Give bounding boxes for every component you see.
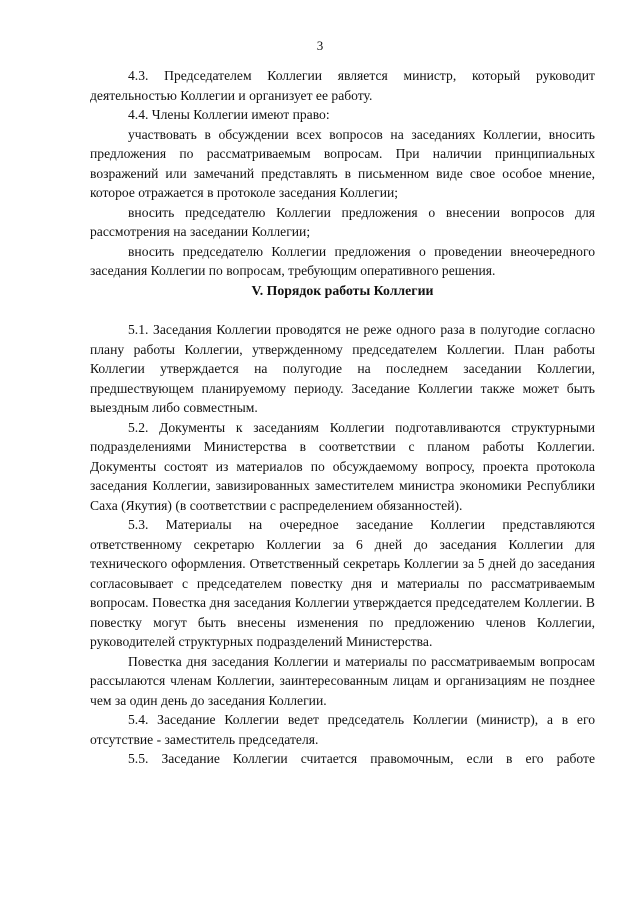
paragraph-5-2: 5.2. Документы к заседаниям Коллегии подготавливаются структурными подразделениями Министерства в соответствии с планом работы Коллегии. Документы состоят из материалов по обсуждаемому вопросу, проекта протокола заседания Коллегии, завизированных заместителем министра экономики Республики Саха (Якутия) (в соответствии с распределением обязанностей).: [90, 419, 595, 513]
paragraph-5-3: 5.3. Материалы на очередное заседание Коллегии представляются ответственному секретарю Коллегии за 6 дней до заседания Коллегии для технического оформления. Ответственный секретарь Коллегии за 5 дней до заседания согласовывает с председателем повестку дня и материалы по рассматриваемым вопросам. Повестка дня заседания Коллегии утверждается председателем Коллегии. В повестку могут быть внесены изменения по предложению членов Коллегии, руководителей структурных подразделений Министерства.: [90, 517, 595, 649]
paragraph-right-extraordinary-meeting: вносить председателю Коллегии предложения о проведении внеочередного заседания Коллегии по вопросам, требующим оперативного решения.: [90, 243, 595, 278]
paragraph-5-1: 5.1. Заседания Коллегии проводятся не реже одного раза в полугодие согласно плану работы Коллегии, утвержденному председателем Коллегии. План работы Коллегии утверждается на полугодие на последнем заседании Коллегии, предшествующем планируемому периоду. Заседание Коллегии также может быть выездным либо совместным.: [90, 322, 595, 415]
paragraph-right-participate: участвовать в обсуждении всех вопросов на заседаниях Коллегии, вносить предложения по рассматриваемым вопросам. При наличии принципиальных возражений или замечаний представлять в письменном виде свое особое мнение, которое отражается в протоколе заседания Коллегии;: [90, 126, 595, 200]
document-body: [90, 66, 595, 769]
paragraph-right-propose-questions: вносить председателю Коллегии предложения о внесении вопросов для рассмотрения на заседании Коллегии;: [90, 204, 595, 239]
paragraph-4-4: 4.4. Члены Коллегии имеют право:: [128, 107, 330, 122]
page-number: 3: [316, 38, 324, 53]
paragraph-5-5: 5.5. Заседание Коллегии считается правомочным, если в его работе: [128, 751, 595, 766]
paragraph-5-4: 5.4. Заседание Коллегии ведет председатель Коллегии (министр), а в его отсутствие - заместитель председателя.: [90, 712, 595, 747]
section-heading: V. Порядок работы Коллегии: [251, 282, 434, 298]
paragraph-4-3: 4.3. Председателем Коллегии является министр, который руководит деятельностью Коллегии и организует ее работу.: [90, 68, 595, 103]
paragraph-agenda-distribution: Повестка дня заседания Коллегии и материалы по рассматриваемым вопросам рассылаются членам Коллегии, заинтересованным лицам и организациям не позднее чем за один день до заседания Коллегии.: [90, 653, 595, 708]
